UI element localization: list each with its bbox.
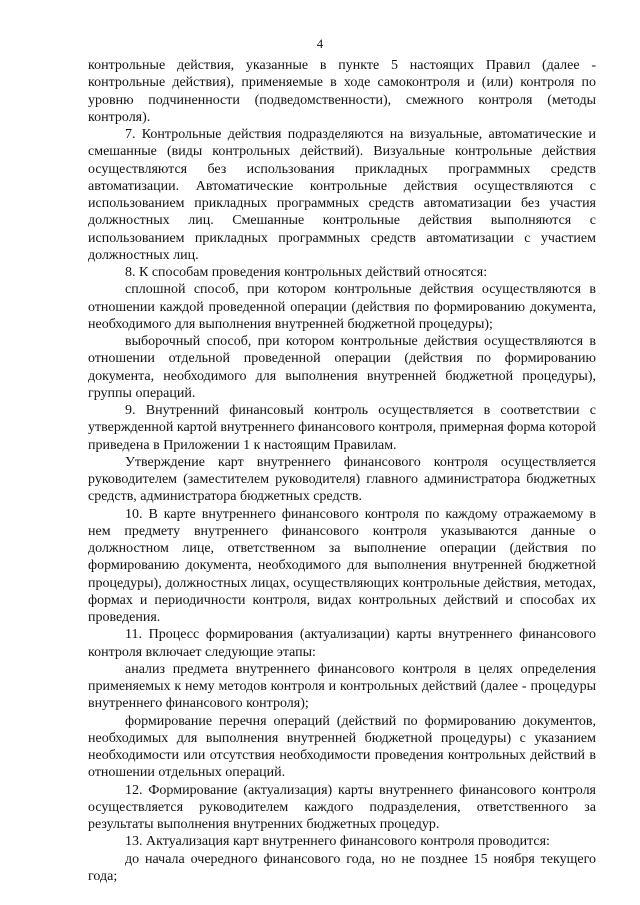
paragraph-7-control-types: 7. Контрольные действия подразделяются на визуальные, автоматические и смешанные (виды контрольных действий). Визуальные контрольные действия осуществляются без использования прикладных программных средств автоматизации. Автоматические контрольные действия осуществляются с использованием прикладных программных средств автоматизации без участия должностных лиц. Смешанные контрольные действия выполняются с использованием прикладных программных средств автоматизации с участием должностных лиц. <box>88 127 596 263</box>
paragraph-10-map-contents: 10. В карте внутреннего финансового контроля по каждому отражаемому в нем предмету внутреннего финансового контроля указываются данные о должностном лице, ответственном за выполнение операции (действия по формированию документа, необходимого для выполнения внутренней бюджетной процедуры), должностных лицах, осуществляющих контрольные действия, методах, формах и периодичности контроля, видах контрольных действий и способах их проведения. <box>88 506 596 625</box>
page-body <box>88 57 596 885</box>
page-number: 4 <box>316 37 324 51</box>
paragraph-12-map-formation: 12. Формирование (актуализация) карты внутреннего финансового контроля осуществляется руководителем каждого подразделения, ответственного за результаты выполнения внутренних бюджетных процедур. <box>88 782 596 832</box>
paragraph-8-control-methods: 8. К способам проведения контрольных действий относятся: <box>125 265 488 280</box>
paragraph-continuous-method: сплошной способ, при котором контрольные действия осуществляются в отношении каждой проведенной операции (действия по формированию документа, необходимого для выполнения внутренней бюджетной процедуры); <box>88 282 596 332</box>
paragraph-methods-continuation: контрольные действия, указанные в пункте 5 настоящих Правил (далее - контрольные действия), применяемые в ходе самоконтроля и (или) контроля по уровню подчиненности (подведомственности), смежного контроля (методы контроля). <box>88 58 596 125</box>
paragraph-operations-list-stage: формирование перечня операций (действий по формированию документов, необходимых для выполнения внутренней бюджетной процедуры) с указанием необходимости или отсутствия необходимости проведения контрольных действий в отношении отдельных операций. <box>88 713 596 781</box>
paragraph-selective-method: выборочный способ, при котором контрольные действия осуществляются в отношении отдельной проведенной операции (действия по формированию документа, необходимого для выполнения внутренней бюджетной процедуры), группы операций. <box>88 334 596 401</box>
paragraph-update-deadline: до начала очередного финансового года, но не позднее 15 ноября текущего года; <box>88 851 596 884</box>
paragraph-11-map-process: 11. Процесс формирования (актуализации) карты внутреннего финансового контроля включает следующие этапы: <box>88 627 596 660</box>
paragraph-map-approval: Утверждение карт внутреннего финансового контроля осуществляется руководителем (заместителем руководителя) главного администратора бюджетных средств, администратора бюджетных средств. <box>88 454 596 505</box>
paragraph-analysis-stage: анализ предмета внутреннего финансового контроля в целях определения применяемых к нему методов контроля и контрольных действий (далее - процедуры внутреннего финансового контроля); <box>88 661 596 712</box>
paragraph-13-map-update: 13. Актуализация карт внутреннего финансового контроля проводится: <box>125 834 550 850</box>
paragraph-9-control-map: 9. Внутренний финансовый контроль осуществляется в соответствии с утвержденной картой внутреннего финансового контроля, примерная форма которой приведена в Приложении 1 к настоящим Правилам. <box>88 403 596 453</box>
